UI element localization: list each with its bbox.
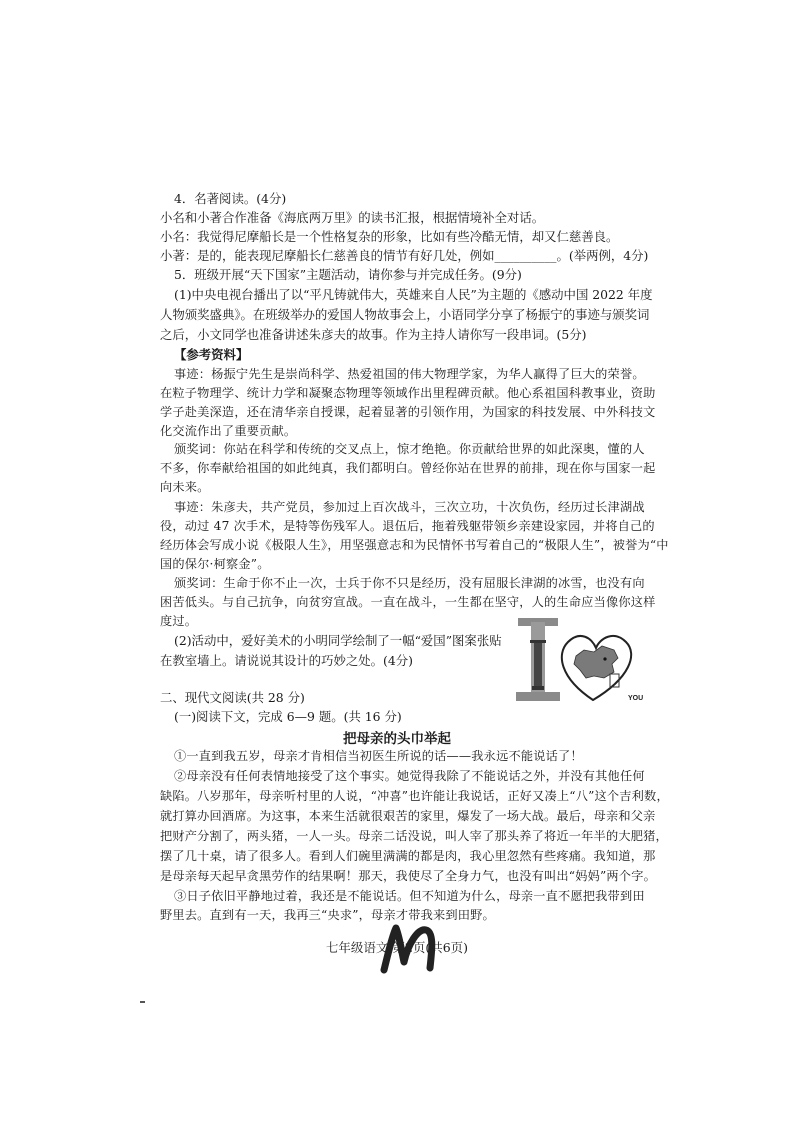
ref-3-line-4: 国的保尔·柯察金”。 <box>160 557 270 571</box>
figure-you-text: YOU <box>628 695 644 702</box>
ref-1-line-4: 化交流作出了重要贡献。 <box>160 424 297 438</box>
article-p2-line-2: 缺陷。八岁那年，母亲听村里的人说，“冲喜”也许能让我说话，正好又凑上“八”这个吉利数， <box>160 789 669 803</box>
patriotic-poster-figure <box>490 612 660 708</box>
ref-1-line-3: 学子赴美深造，还在清华亲自授课，起着显著的引领作用，为国家的科技发展、中外科技文 <box>160 405 656 419</box>
ref-4-line-2: 困苦低头。与自己抗争，向贫穷宣战。一直在战斗，一生都在坚守，人的生命应当像你这样 <box>160 595 656 609</box>
q4-heading: 4．名著阅读。(4分) <box>174 191 287 206</box>
china-map-icon <box>574 646 618 678</box>
article-title: 把母亲的头巾举起 <box>343 731 451 747</box>
article-p2-line-3: 就打算办回酒席。为这事，本来生活就很艰苦的家里，爆发了一场大战。最后，母亲和父亲 <box>160 809 656 823</box>
ref-1-line-2: 在粒子物理学、统计力学和凝聚态物理等领域作出里程碑贡献。他心系祖国科教事业，资助 <box>160 386 656 400</box>
q4-line-1: 小名和小著合作准备《海底两万里》的读书汇报，根据情境补全对话。 <box>160 210 545 225</box>
ref-1-line-1: 事迹：杨振宁先生是崇尚科学、热爱祖国的伟大物理学家，为华人赢得了巨大的荣誉。 <box>174 367 645 381</box>
ref-3-line-3: 经历体会写成小说《极限人生》，用坚强意志和为民情怀书写着自己的“极限人生”，被誉为“中 <box>160 538 669 552</box>
ref-2-line-2: 不多，你奉献给祖国的如此纯真，我们都明白。曾经你站在世界的前排，现在你与国家一起 <box>160 461 656 475</box>
q4-line-3: 小著：是的，能表现尼摩船长仁慈善良的情节有好几处，例如__________。(举两例，4分) <box>160 248 649 263</box>
article-p2-line-1: ②母亲没有任何表情地接受了这个事实。她觉得我除了不能说话之外，并没有其他任何 <box>174 769 645 783</box>
section2-heading: 二、现代文阅读(共 28 分) <box>160 690 305 705</box>
q5-part1-line-1: (1)中央电视台播出了以“平凡铸就伟大，英雄来自人民”为主题的《感动中国 2022 年度 <box>174 287 653 302</box>
article-p2-line-5: 摆了几十桌，请了很多人。看到人们碗里满满的都是肉，我心里忽然有些疼痛。我知道，那 <box>160 849 656 863</box>
page-footer: 七年级语文 第2页(共6页) <box>325 940 469 955</box>
huabiao-pillar-icon <box>534 642 542 688</box>
stray-mark <box>140 1001 145 1003</box>
q5-heading: 5．班级开展“天下国家”主题活动，请你参与并完成任务。(9分) <box>174 267 522 282</box>
ref-3-line-2: 役，动过 47 次手术，是特等伤残军人。退伍后，拖着残躯带领乡亲建设家园，并将自己的 <box>160 519 655 533</box>
ref-2-line-1: 颁奖词：你站在科学和传统的交叉点上，惊才绝艳。你贡献给世界的如此深奥，懂的人 <box>174 442 645 456</box>
article-p3-line-2: 野里去。直到有一天，我再三“央求”，母亲才带我来到田野。 <box>160 908 495 922</box>
handwritten-scribble-mark <box>374 914 444 976</box>
article-p1: ①一直到我五岁，母亲才肯相信当初医生所说的话——我永远不能说话了！ <box>174 749 583 763</box>
ref-2-line-3: 向未来。 <box>160 480 210 494</box>
article-p3-line-1: ③日子依旧平静地过着，我还是不能说话。但不知道为什么，母亲一直不愿把我带到田 <box>174 889 645 903</box>
reference-label: 【参考资料】 <box>174 347 249 362</box>
q5-part2-line-2: 在教室墙上。请说说其设计的巧妙之处。(4分) <box>160 653 413 668</box>
article-p2-line-6: 是母亲每天起早贪黑劳作的结果啊！那天，我使尽了全身力气，也没有叫出“妈妈”两个字。 <box>160 869 656 883</box>
letter-i-base <box>516 692 560 701</box>
q5-part1-line-2: 人物颁奖盛典》。在班级举办的爱国人物故事会上，小语同学分享了杨振宁的事迹与颁奖词 <box>160 307 650 322</box>
article-p2-line-4: 把财产分割了，两头猪，一人一头。母亲二话没说，叫人宰了那头养了将近一年半的大肥猪， <box>160 829 668 843</box>
ref-4-line-1: 颁奖词：生命于你不止一次，士兵于你不只是经历，没有屈服长津湖的冰雪，也没有向 <box>174 576 645 590</box>
ref-3-line-1: 事迹：朱彦夫，共产党员，参加过上百次战斗，三次立功，十次负伤，经历过长津湖战 <box>174 500 645 514</box>
q5-part1-line-3: 之后，小文同学也准备讲述朱彦夫的故事。作为主持人请你写一段串词。(5分) <box>160 327 587 342</box>
section2-subheading: (一)阅读下文，完成 6—9 题。(共 16 分) <box>174 709 402 724</box>
q4-line-2: 小名：我觉得尼摩船长是一个性格复杂的形象，比如有些冷酷无情，却又仁慈善良。 <box>160 229 619 244</box>
ref-4-line-3: 度过。 <box>160 614 198 628</box>
q5-part2-line-1: (2)活动中，爱好美术的小明同学绘制了一幅“爱国”图案张贴 <box>174 633 502 648</box>
